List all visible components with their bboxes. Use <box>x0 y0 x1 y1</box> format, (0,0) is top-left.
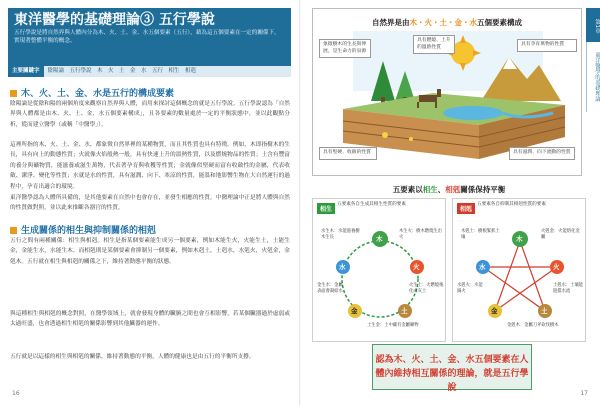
page-title: 東洋醫學的基礎理論③ 五行學說 <box>14 12 215 28</box>
ke-desc: 五要素各自抑制其相剋性質的要素 <box>477 202 546 207</box>
page-number: 16 <box>12 390 20 397</box>
keywords-text: 陰陽論 五行學說 木 火 土 金 水 五行 相生 相剋 <box>47 68 197 74</box>
section2-paragraph1: 五行之間有兩種關係：相生與相剋。相生是指某個要素能生成另一個要素，例如木能生火，火能生土，土能生金，金能生水，水能生木。而相剋則是某個要素會抑制另一個要素，例如木剋土，土剋水，水剋火，火剋金，金剋木。五行就在相生與相剋的關係之下，維持著動態平衡的狀態。 <box>10 238 290 265</box>
sheng-metal-label: 金 <box>351 307 358 315</box>
chapter-tab-number: 第1章 <box>586 8 600 42</box>
sheng-note: 火生土：火燃燒後化成灰土 <box>409 283 444 294</box>
sheng-water-label: 水 <box>339 263 346 271</box>
section1-paragraph3: 東洋醫學認為人體所具備的，是其他要素在自然中也會存在，並發生相應的性質。中醫理論中正是將人體與自然的性質做對照，並以此來推斷各器官的性質。 <box>10 195 290 212</box>
sheng-wood-label: 木 <box>376 235 383 243</box>
sheng-panel <box>312 198 446 342</box>
keywords-row <box>8 66 291 77</box>
bullet-square-icon <box>10 227 17 234</box>
callout-earth: 具有孕育萬物的性質 <box>517 39 577 52</box>
diagram2-title-sheng: 相生 <box>422 185 438 194</box>
sheng-cycle-svg <box>313 199 447 343</box>
section1-paragraph1: 陰陽論是從陰和陽的兩個角度來觀察自然界與人體，而用來探討這個概念的就是五行學說。五行學說認為「自然界與人體都是由木、火、土、金、水五個要素構成」，且各要素的數量處於一定的平衡狀態中，並以此觀點分析，從而建立醫學（或稱「中醫學」）。 <box>10 101 290 128</box>
diagram1-title-prefix: 自然界是由 <box>372 18 410 27</box>
ke-note: 水剋火：水能滅火 <box>457 283 483 294</box>
ke-metal-label: 金 <box>491 307 498 315</box>
ke-note: 土剋水：土壤能阻擋水流 <box>553 283 584 294</box>
sheng-note: 土生金：土中藏有金屬礦物 <box>367 323 419 328</box>
ke-wood-label: 木 <box>516 235 523 243</box>
section2-paragraph2: 與這種相生與相剋的概念對照，在醫學領域上，就會發現身體的臟腑之間也會互相影響，若某個臟器過於虛弱或太過旺盛，也會透過相生相剋的關係影響到其他臟器的運作。 <box>10 311 290 328</box>
ke-note: 火剋金：火能熔化金屬 <box>541 229 580 240</box>
sheng-tag: 相生 <box>317 203 335 214</box>
title-box <box>8 8 291 66</box>
diagram2-title-suffix: 關係保持平衡 <box>460 185 506 194</box>
section1-heading <box>10 86 174 99</box>
callout-fire: 具有燃燒、上升的溫熱性質 <box>413 35 455 54</box>
diagram2-title <box>312 184 586 195</box>
water-icon <box>443 106 503 120</box>
ke-tag: 相剋 <box>457 203 475 214</box>
keywords-label: 主要關鍵字 <box>8 66 44 77</box>
section2-paragraph3: 五行就是以這樣的相生與相剋的關係，維持著動態的平衡，人體的健康也是由五行的平衡所支撐。 <box>10 354 255 360</box>
ke-note: 金剋木：金屬刀斧砍伐樹木 <box>507 323 559 328</box>
intro-text: 五行學說是將自然界與人體內分為木、火、土、金、水五個要素（五行），藉為這五個要素在一定的關係下，實現著整體平衡的概念。 <box>14 30 280 44</box>
sheng-note: 金生水：金屬表面會凝結水 <box>317 283 343 294</box>
diagram2-title-ke: 相剋 <box>445 185 461 194</box>
summary-box: 認為木、火、土、金、水五個要素在人體內維持相互關係的理論，就是五行學說 <box>372 344 532 390</box>
ke-water-label: 水 <box>479 263 486 271</box>
sheng-desc: 五要素各自生成其相生性質的要素 <box>337 202 406 207</box>
chapter-tab-title: 東洋醫學的基礎理論 <box>586 42 600 112</box>
section2-heading-text: 生成關係的相生與抑制關係的相剋 <box>21 226 157 236</box>
five-elements-diagram <box>312 8 582 176</box>
callout-water: 具有滋潤、向下流動的性質 <box>509 147 575 160</box>
diagram2-title-prefix: 五要素以 <box>392 185 423 194</box>
sheng-ke-diagram <box>312 184 586 398</box>
ke-earth-label: 土 <box>541 307 548 315</box>
sheng-note: 木生火：樹木燃燒生出火 <box>399 229 442 240</box>
section1-paragraph2: 這裡所指的木、火、土、金、水，都象徵自然界裡的某種物質，而且其性質也具有特徵。例如，木即指樹木的生長，具有向上的動態性質；火就像火焰般熱一般，具有快速上升的溫熱性質，以及燃燒物品的性質；土含有豐富的養分與礦物質，能滋養或滋生萬物，代表著孕育與收穫等性質；金就像似堅硬而富有收斂性的金屬，代表收斂、潔淨、變化等性質；水就是水的性質，具有滋潤、向下、寒涼的性質，能溫和地影響生物在大自然運行的過程中，孕育出適合的環境。 <box>10 142 290 190</box>
diagram2-title-mid: 、 <box>437 185 446 194</box>
section1-heading-text: 木、火、土、金、水是五行的構成要素 <box>21 89 175 99</box>
section2-heading <box>10 223 156 236</box>
sheng-fire-label: 火 <box>413 263 420 271</box>
callout-wood: 象徵樹木的生長與伸展，是生命力的泉源 <box>319 39 371 58</box>
ke-panel <box>452 198 586 342</box>
gold-nugget-icon <box>382 132 388 138</box>
chapter-tab <box>586 8 600 168</box>
diagram1-title-suffix: 五個要素構成 <box>477 18 522 27</box>
ke-note: 木剋土：樹根緊抓土壤 <box>461 229 500 240</box>
callout-metal: 具有堅硬、收斂的性質 <box>319 147 377 160</box>
diagram1-title-elements: 木・火・土・金・水 <box>409 18 477 27</box>
sheng-note: 水生木：水能滋養樹木生長 <box>321 229 360 240</box>
bullet-square-icon <box>10 90 17 97</box>
right-page <box>300 0 600 405</box>
ke-fire-label: 火 <box>553 263 560 271</box>
page-number: 17 <box>580 390 588 397</box>
sheng-earth-label: 土 <box>401 307 408 315</box>
horse-icon <box>419 95 437 102</box>
ke-star-svg <box>453 199 587 343</box>
